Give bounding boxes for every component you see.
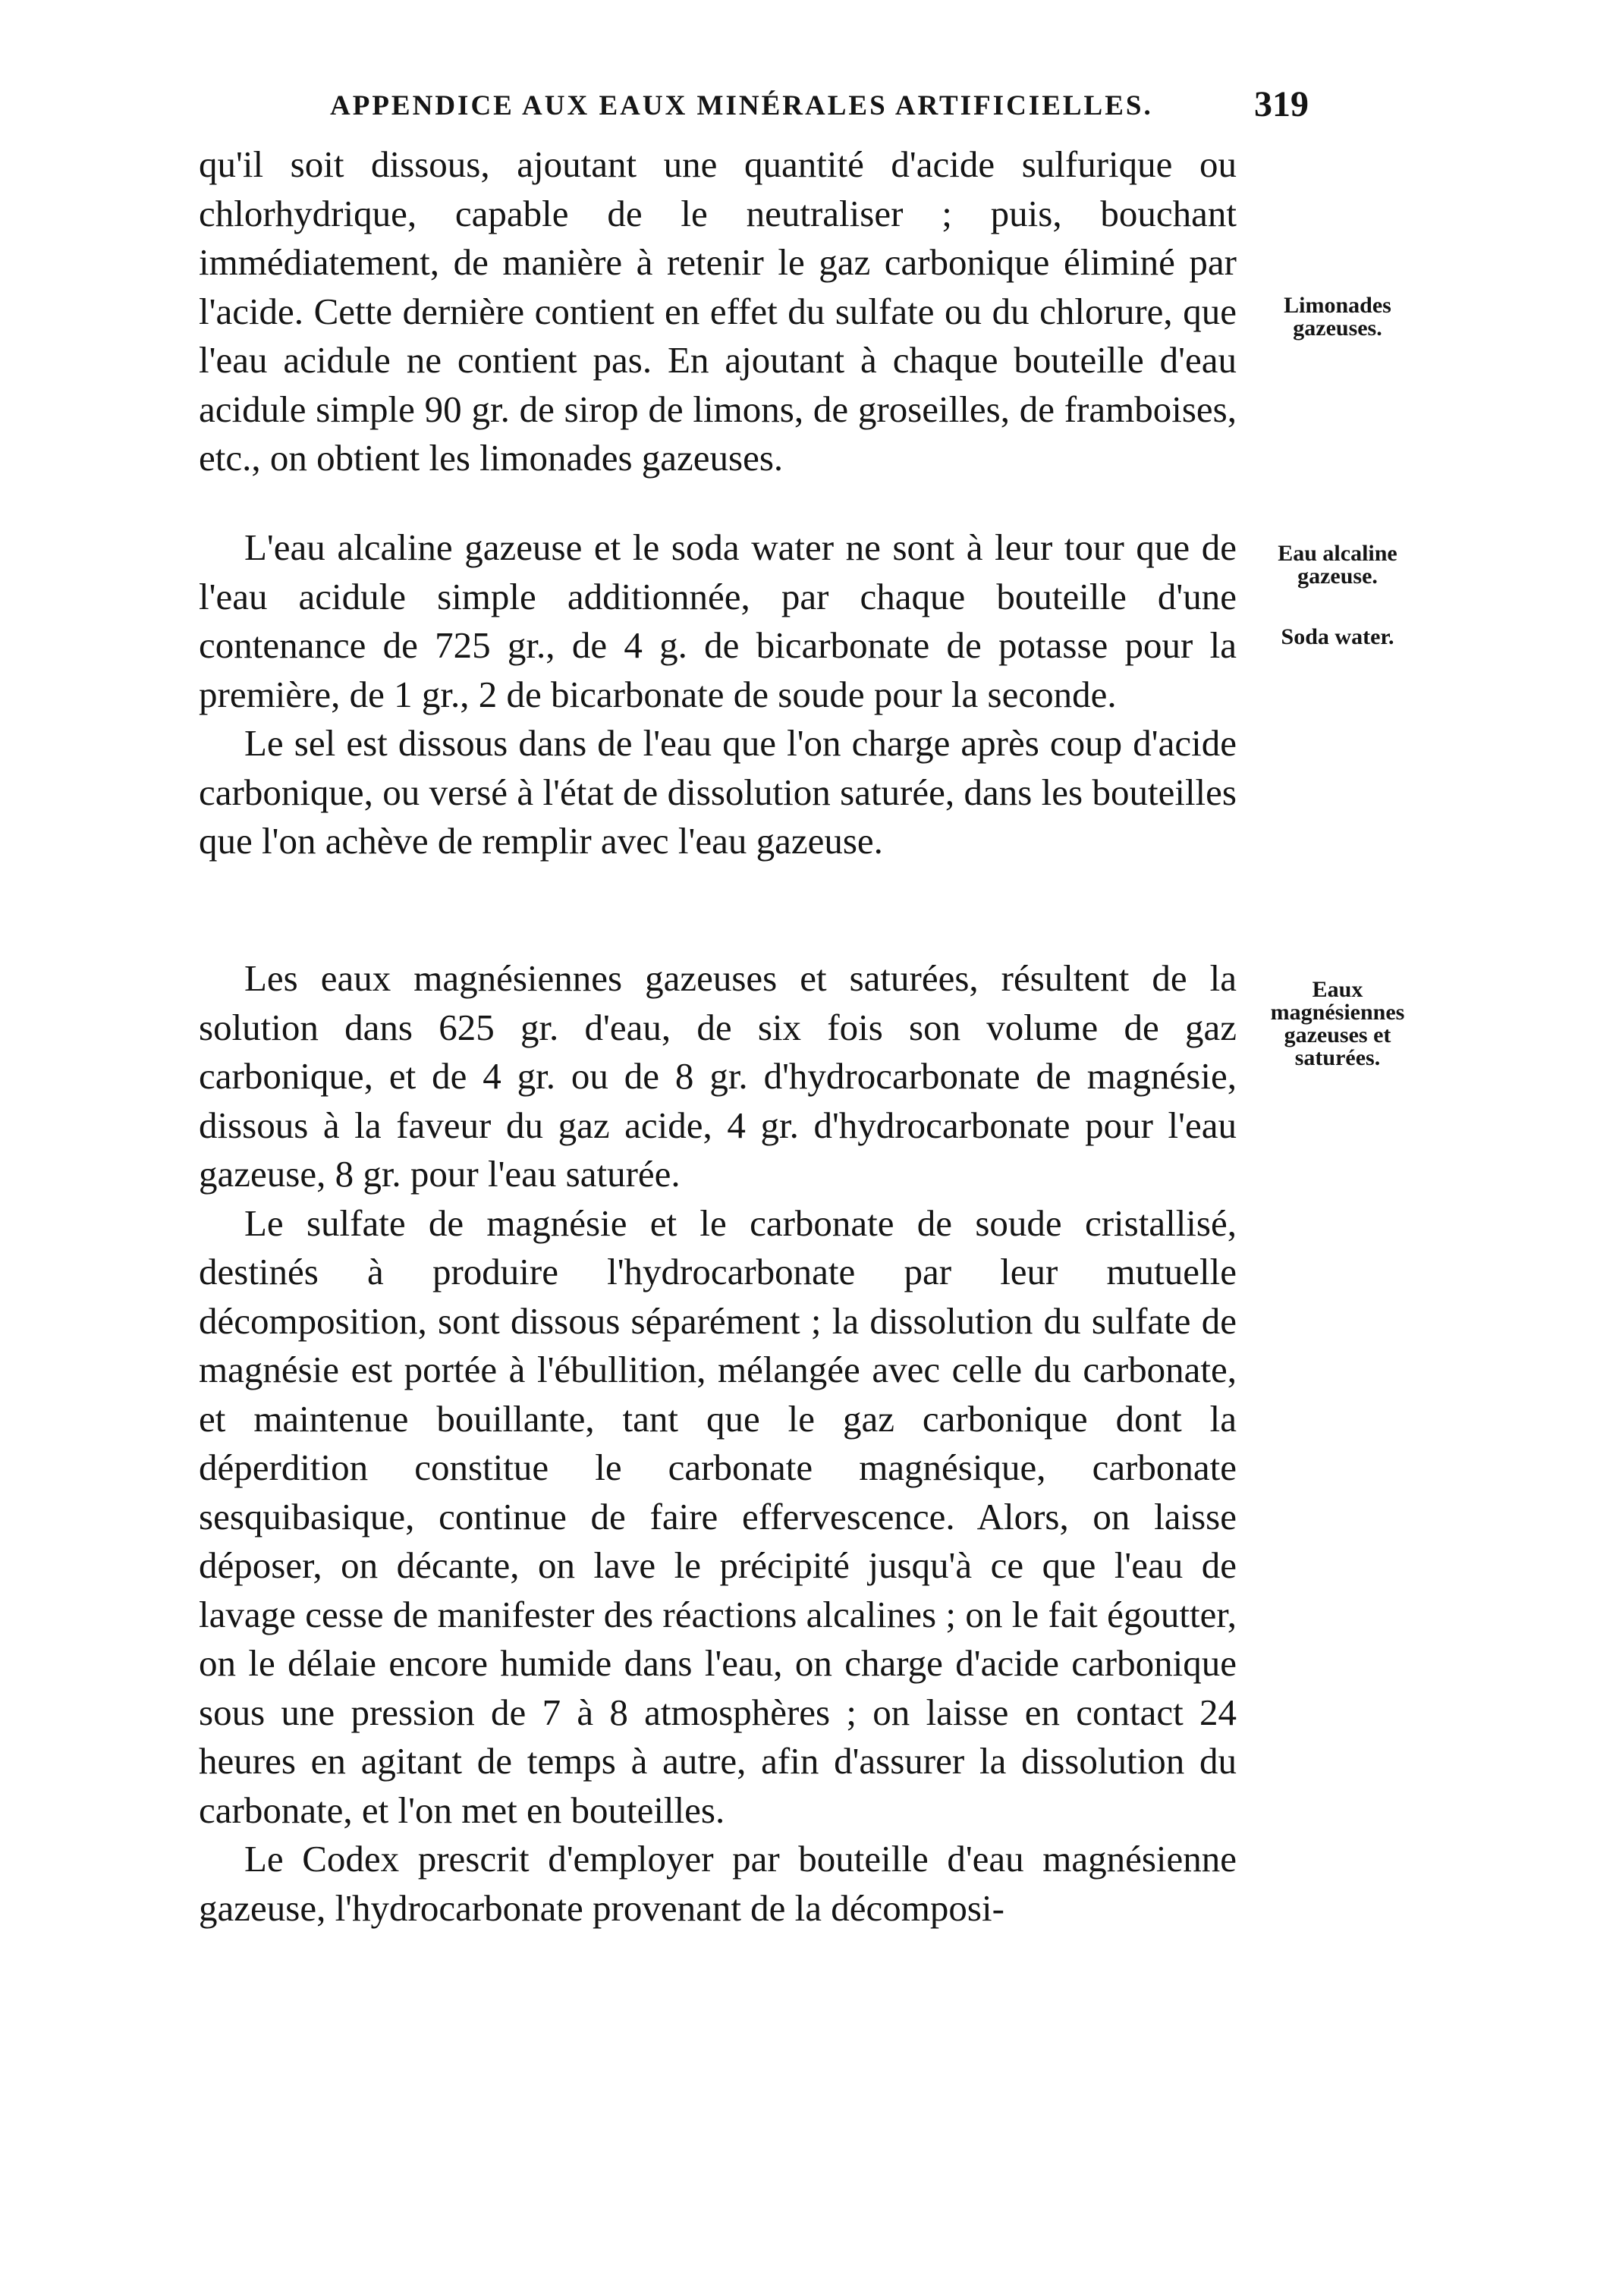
paragraph-limonades: qu'il soit dissous, ajoutant une quantité d'acide sulfurique ou chlorhydrique, capable de le neutraliser ; puis, bouchant immédiatement, de manière à retenir le gaz carbonique éliminé par l'acide. Cette dernière contient en effet du sulfate ou du chlorure, que l'eau acidule ne contient pas. En ajoutant à chaque bouteille d'eau acidule simple 90 gr. de sirop de limons, de groseilles, de framboises, etc., on obtient les limonades gazeuses. [199,143,1237,479]
running-header [330,84,1309,124]
paragraph-codex: Le Codex prescrit d'employer par bouteille d'eau magnésienne gazeuse, l'hydrocarbonate provenant de la décomposi- [199,1838,1237,1929]
sidenote-eau-alcaline: Eau alcaline gazeuse. [1278,541,1397,589]
sidenote-eaux-magnesiennes: Eaux magnésiennes gazeuses et saturées. [1270,977,1405,1070]
text-block-1 [199,140,1237,483]
page-number: 319 [1254,84,1309,124]
text-block-2 [199,523,1237,866]
paragraph-eau-alcaline: L'eau alcaline gazeuse et le soda water ne sont à leur tour que de l'eau acidule simple additionnée, par chaque bouteille d'une contenance de 725 gr., de 4 g. de bicarbonate de potasse pour la première, de 1 gr., 2 de bicarbonate de soude pour la seconde. [199,526,1237,715]
sidenote-limonades: Limonades gazeuses. [1284,293,1391,341]
text-block-3 [199,954,1237,1933]
running-title: APPENDICE AUX EAUX MINÉRALES ARTIFICIELLES. [330,90,1153,121]
sidenote-soda-water: Soda water. [1281,624,1394,649]
paragraph-eaux-magnesiennes: Les eaux magnésiennes gazeuses et saturées, résultent de la solution dans 625 gr. d'eau, de six fois son volume de gaz carbonique, et de 4 gr. ou de 8 gr. d'hydrocarbonate de magnésie, dissous à la faveur du gaz acide, 4 gr. d'hydrocarbonate pour l'eau gazeuse, 8 gr. pour l'eau saturée. [199,957,1237,1195]
paragraph-sel-dissous: Le sel est dissous dans de l'eau que l'on charge après coup d'acide carbonique, ou versé à l'état de dissolution saturée, dans les bouteilles que l'on achève de remplir avec l'eau gazeuse. [199,722,1237,862]
paragraph-sulfate-magnesie: Le sulfate de magnésie et le carbonate de soude cristallisé, destinés à produire l'hydrocarbonate par leur mutuelle décomposition, sont dissous séparément ; la dissolution du sulfate de magnésie est portée à l'ébullition, mélangée avec celle du carbonate, et maintenue bouillante, tant que le gaz carbonique dont la déperdition constitue le carbonate magnésique, carbonate sesquibasique, continue de faire effervescence. Alors, on laisse déposer, on décante, on lave le précipité jusqu'à ce que l'eau de lavage cesse de manifester des réactions alcalines ; on le fait égoutter, on le délaie encore humide dans l'eau, on charge d'acide carbonique sous une pression de 7 à 8 atmosphères ; on laisse en contact 24 heures en agitant de temps à autre, afin d'assurer la dissolution du carbonate, et l'on met en bouteilles. [199,1201,1237,1831]
